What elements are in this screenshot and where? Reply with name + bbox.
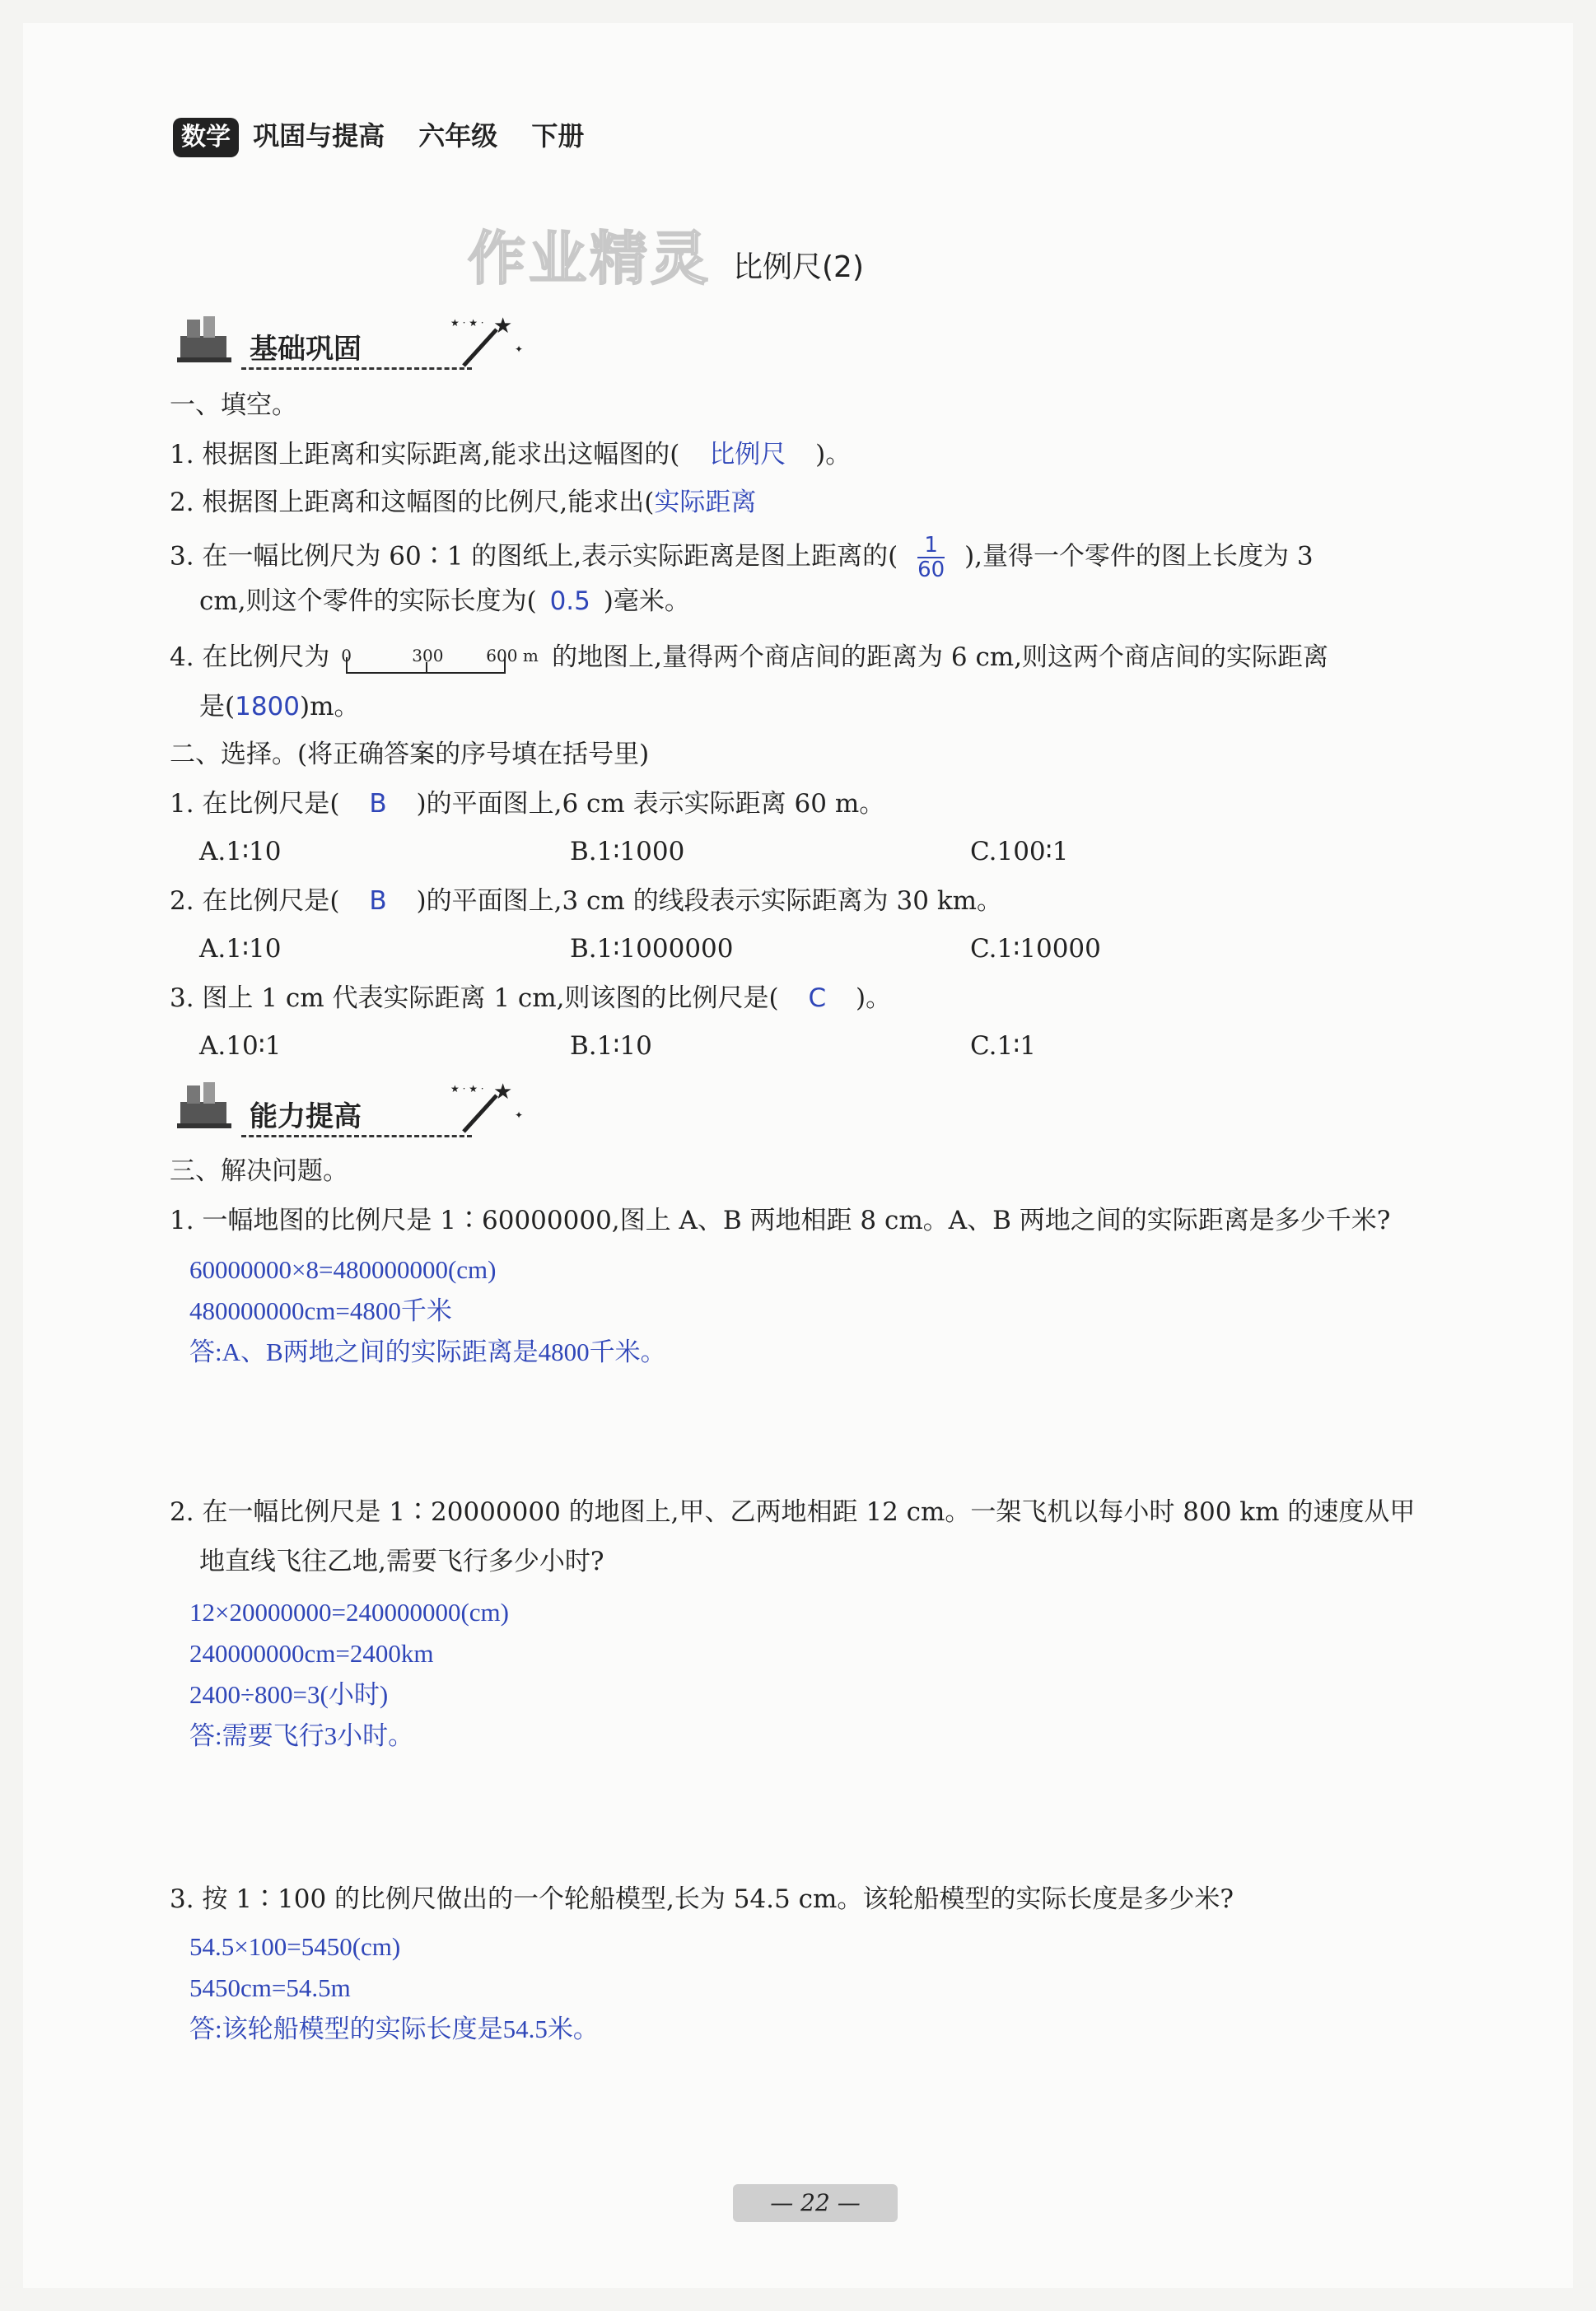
part1-q4: 4. 在比例尺为 0 300 600 m 的地图上,量得两个商店间的距离为 6 cm,则这两个商店间的实际距离 — [170, 639, 1328, 675]
part3-q2-line1: 2. 在一幅比例尺是 1∶20000000 的地图上,甲、乙两地相距 12 cm。一架飞机以每小时 800 km 的速度从甲 — [170, 1497, 1416, 1527]
part1-q3: 3. 在一幅比例尺为 60∶1 的图纸上,表示实际距离是图上距离的( $\frac{1}{60}$ ),量得一个零件的图上长度为 3 — [170, 533, 1314, 582]
volume-label: 下册 — [531, 120, 585, 152]
part2-q2: 2. 在比例尺是( B )的平面图上,3 cm 的线段表示实际距离为 30 km。 — [170, 886, 1003, 916]
part2-q1-opt-a: A.1∶10 — [199, 837, 282, 866]
part1-heading: 一、填空。 — [170, 390, 297, 420]
answer-q2: 实际距离 — [654, 488, 757, 517]
desk-books-icon — [175, 1077, 233, 1132]
answer-choice-q1: B — [369, 789, 387, 819]
answer-q3-fraction: $\frac{1}{60}$ — [917, 533, 945, 582]
part3-heading: 三、解决问题。 — [170, 1156, 348, 1186]
workbook-page — [23, 23, 1573, 2288]
part3-q1-answer: 答:A、B两地之间的实际距离是4800千米。 — [189, 1338, 666, 1366]
svg-text:★ · ★ ·: ★ · ★ · — [450, 317, 484, 329]
section-title-advanced: 能力提高 — [250, 1100, 362, 1133]
part2-q3-opt-a: A.10∶1 — [199, 1031, 282, 1061]
answer-q1: 比例尺 — [709, 440, 786, 469]
magic-wand-icon — [447, 1077, 538, 1135]
part2-q2-opt-a: A.1∶10 — [199, 934, 282, 964]
part3-q3-answer: 答:该轮船模型的实际长度是54.5米。 — [189, 2015, 599, 2043]
part3-q2-answer: 答:需要飞行3小时。 — [189, 1721, 414, 1750]
part1-q4-line2: 是(1800)m。 — [199, 692, 360, 721]
part2-q3-opt-c: C.1∶1 — [970, 1031, 1036, 1061]
part2-q2-opt-b: B.1∶1000000 — [570, 934, 734, 964]
part3-q2-work-1: 12×20000000=240000000(cm) — [189, 1598, 509, 1627]
svg-text:★: ★ — [493, 1080, 513, 1104]
part2-q2-opt-c: C.1∶10000 — [970, 934, 1101, 964]
part3-q1: 1. 一幅地图的比例尺是 1∶60000000,图上 A、B 两地相距 8 cm。A、B 两地之间的实际距离是多少千米? — [170, 1206, 1391, 1235]
svg-text:★ · ★ ·: ★ · ★ · — [450, 1083, 484, 1095]
lesson-title: 比例尺(2) — [733, 250, 864, 284]
part1-q2: 2. 根据图上距离和这幅图的比例尺,能求出(实际距离 — [170, 488, 757, 517]
section-title-basic: 基础巩固 — [250, 333, 362, 366]
book-header — [173, 115, 584, 157]
part3-q2-work-3: 2400÷800=3(小时) — [189, 1680, 389, 1709]
part1-q3-line2: cm,则这个零件的实际长度为( 0.5 )毫米。 — [199, 586, 690, 616]
magic-wand-icon — [447, 311, 538, 369]
part2-q1-opt-c: C.100∶1 — [970, 837, 1069, 866]
part2-q1-opt-b: B.1∶1000 — [570, 837, 685, 866]
part3-q1-work-2: 480000000cm=4800千米 — [189, 1296, 452, 1325]
grade-label: 六年级 — [418, 120, 498, 152]
svg-text:✦: ✦ — [515, 1109, 524, 1121]
part2-q3-opt-b: B.1∶10 — [570, 1031, 652, 1061]
watermark: 作业精灵 — [468, 225, 712, 292]
part3-q3-work-2: 5450cm=54.5m — [189, 1973, 351, 2002]
part3-q2-work-2: 240000000cm=2400km — [189, 1639, 434, 1668]
answer-choice-q2: B — [369, 886, 387, 916]
svg-text:★: ★ — [493, 314, 513, 338]
answer-choice-q3: C — [808, 983, 827, 1013]
part3-q1-work-1: 60000000×8=480000000(cm) — [189, 1255, 497, 1284]
part1-q1: 1. 根据图上距离和实际距离,能求出这幅图的( 比例尺 )。 — [170, 440, 852, 469]
part2-q3: 3. 图上 1 cm 代表实际距离 1 cm,则该图的比例尺是( C )。 — [170, 983, 892, 1013]
part3-q3: 3. 按 1∶100 的比例尺做出的一个轮船模型,长为 54.5 cm。该轮船模型的实际长度是多少米? — [170, 1884, 1234, 1914]
svg-text:✦: ✦ — [515, 343, 524, 355]
page-number: — 22 — — [733, 2184, 898, 2222]
book-title: 巩固与提高 — [253, 120, 385, 152]
desk-books-icon — [175, 311, 233, 366]
scale-bar: 0 300 600 m — [338, 642, 544, 675]
part3-q3-work-1: 54.5×100=5450(cm) — [189, 1932, 401, 1961]
subject-logo: 数学 — [173, 118, 239, 157]
part3-q2-line2: 地直线飞往乙地,需要飞行多少小时? — [199, 1547, 604, 1576]
answer-q4: 1800 — [235, 692, 301, 721]
part2-q1: 1. 在比例尺是( B )的平面图上,6 cm 表示实际距离 60 m。 — [170, 789, 885, 819]
answer-q3-length: 0.5 — [549, 586, 590, 616]
part2-heading: 二、选择。(将正确答案的序号填在括号里) — [170, 740, 650, 769]
